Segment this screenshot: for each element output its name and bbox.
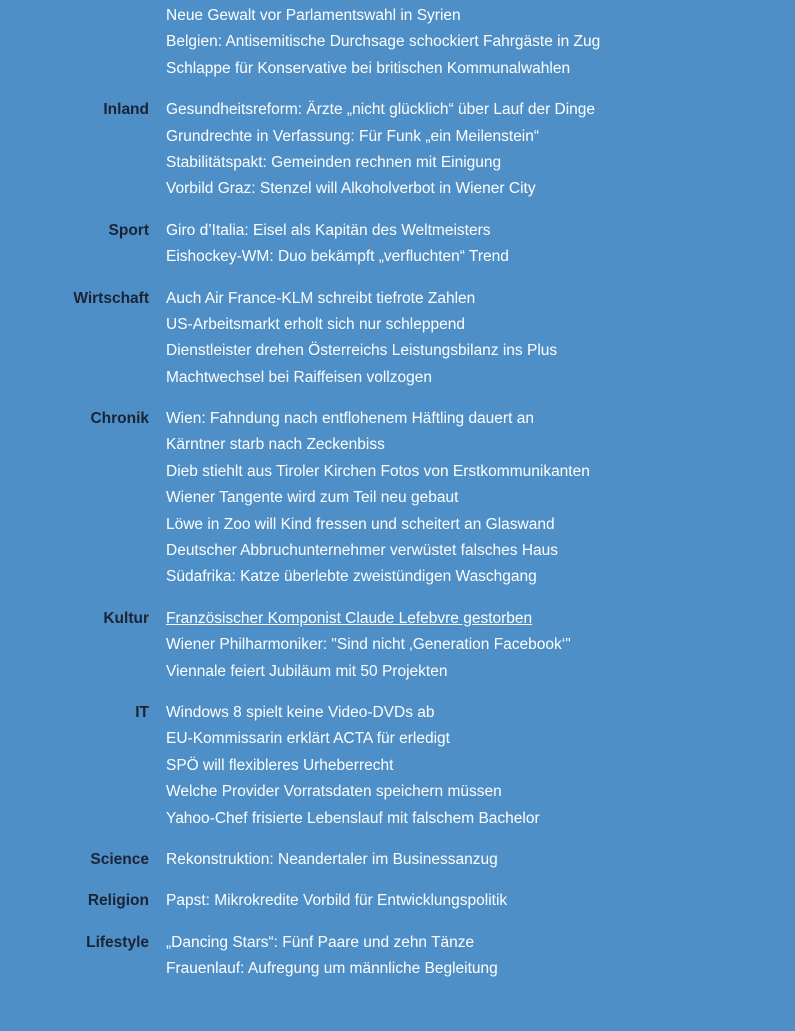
headline-link[interactable]: Rekonstruktion: Neandertaler im Businessanzug — [166, 850, 498, 868]
section-label: IT — [135, 703, 149, 721]
news-section-inland — [0, 97, 795, 203]
section-label: Kultur — [103, 609, 149, 627]
headline-link[interactable]: Kärntner starb nach Zeckenbiss — [166, 436, 385, 454]
section-label: Chronik — [90, 410, 149, 428]
headline-link[interactable]: Grundrechte in Verfassung: Für Funk „ein Meilenstein“ — [166, 127, 540, 145]
list-item — [166, 365, 795, 391]
headline-link[interactable]: „Dancing Stars“: Fünf Paare und zehn Tänze — [166, 933, 475, 951]
headline-list — [0, 3, 795, 82]
list-item — [166, 659, 795, 685]
headline-link[interactable]: Deutscher Abbruchunternehmer verwüstet falsches Haus — [166, 542, 559, 560]
list-item — [166, 564, 795, 590]
headline-link[interactable]: Eishockey-WM: Duo bekämpft „verfluchten“ Trend — [166, 248, 509, 266]
headline-link[interactable]: Südafrika: Katze überlebte zweistündigen Waschgang — [166, 568, 537, 586]
headline-link[interactable]: Machtwechsel bei Raiffeisen vollzogen — [166, 368, 432, 386]
headline-link[interactable]: Vorbild Graz: Stenzel will Alkoholverbot in Wiener City — [166, 180, 536, 198]
list-item — [166, 930, 795, 956]
list-item — [166, 606, 795, 632]
list-item — [166, 150, 795, 176]
news-section-it — [0, 700, 795, 832]
list-item — [166, 459, 795, 485]
list-item — [166, 888, 795, 914]
section-label: Wirtschaft — [73, 289, 149, 307]
section-label: Science — [90, 850, 149, 868]
news-section-lifestyle — [0, 930, 795, 983]
news-section-kultur — [0, 606, 795, 685]
list-item — [166, 124, 795, 150]
headline-link[interactable]: Löwe in Zoo will Kind fressen und scheitert an Glaswand — [166, 515, 555, 533]
list-item — [166, 3, 795, 29]
headline-link[interactable]: SPÖ will flexibleres Urheberrecht — [166, 756, 394, 774]
list-item — [166, 847, 795, 873]
section-label: Inland — [103, 101, 149, 119]
headline-link[interactable]: Belgien: Antisemitische Durchsage schockiert Fahrgäste in Zug — [166, 33, 601, 51]
headline-link[interactable]: Stabilitätspakt: Gemeinden rechnen mit Einigung — [166, 153, 502, 171]
headline-list — [0, 406, 795, 591]
list-item — [166, 632, 795, 658]
list-item — [166, 244, 795, 270]
list-item — [166, 753, 795, 779]
list-item — [166, 512, 795, 538]
list-item — [166, 29, 795, 55]
list-item — [166, 97, 795, 123]
news-section-top — [0, 3, 795, 82]
headline-link[interactable]: Neue Gewalt vor Parlamentswahl in Syrien — [166, 7, 461, 24]
headline-link[interactable]: Viennale feiert Jubiläum mit 50 Projekten — [166, 662, 448, 680]
headline-link[interactable]: Dienstleister drehen Österreichs Leistungsbilanz ins Plus — [166, 342, 558, 360]
list-item — [166, 218, 795, 244]
headline-link[interactable]: Papst: Mikrokredite Vorbild für Entwicklungspolitik — [166, 892, 508, 910]
section-label: Sport — [108, 221, 149, 239]
list-item — [166, 956, 795, 982]
headline-link[interactable]: Dieb stiehlt aus Tiroler Kirchen Fotos von Erstkommunikanten — [166, 462, 590, 480]
headline-link[interactable]: EU-Kommissarin erklärt ACTA für erledigt — [166, 730, 450, 748]
list-item — [166, 538, 795, 564]
headline-link[interactable]: Wien: Fahndung nach entflohenem Häftling dauert an — [166, 410, 534, 428]
news-section-religion — [0, 888, 795, 914]
headline-link[interactable]: Frauenlauf: Aufregung um männliche Begleitung — [166, 960, 498, 978]
list-item — [166, 726, 795, 752]
list-item — [166, 485, 795, 511]
list-item — [166, 779, 795, 805]
headline-link[interactable]: Yahoo-Chef frisierte Lebenslauf mit falschem Bachelor — [166, 809, 540, 827]
headline-link[interactable]: Schlappe für Konservative bei britischen Kommunalwahlen — [166, 59, 571, 77]
headline-link[interactable]: Wiener Tangente wird zum Teil neu gebaut — [166, 489, 459, 507]
list-item — [166, 286, 795, 312]
list-item — [166, 338, 795, 364]
list-item — [166, 56, 795, 82]
list-item — [166, 700, 795, 726]
news-section-science — [0, 847, 795, 873]
list-item — [166, 432, 795, 458]
headline-link[interactable]: Welche Provider Vorratsdaten speichern müssen — [166, 783, 502, 801]
headline-link[interactable]: US-Arbeitsmarkt erholt sich nur schleppend — [166, 315, 465, 333]
news-section-chronik — [0, 406, 795, 591]
list-item — [166, 806, 795, 832]
headline-link[interactable]: Gesundheitsreform: Ärzte „nicht glücklich“ über Lauf der Dinge — [166, 101, 596, 119]
headline-link[interactable]: Auch Air France-KLM schreibt tiefrote Zahlen — [166, 289, 476, 307]
section-label: Lifestyle — [86, 933, 149, 951]
headline-link[interactable]: Wiener Philharmoniker: "Sind nicht ‚Generation Facebook‘" — [166, 636, 571, 654]
headline-link[interactable]: Giro d’Italia: Eisel als Kapitän des Weltmeisters — [166, 221, 491, 239]
headline-link[interactable]: Französischer Komponist Claude Lefebvre gestorben — [166, 609, 533, 627]
list-item — [166, 312, 795, 338]
news-section-wirtschaft — [0, 286, 795, 392]
list-item — [166, 176, 795, 202]
list-item — [166, 406, 795, 432]
news-section-sport — [0, 218, 795, 271]
headline-link[interactable]: Windows 8 spielt keine Video-DVDs ab — [166, 703, 435, 721]
section-label: Religion — [87, 892, 149, 910]
